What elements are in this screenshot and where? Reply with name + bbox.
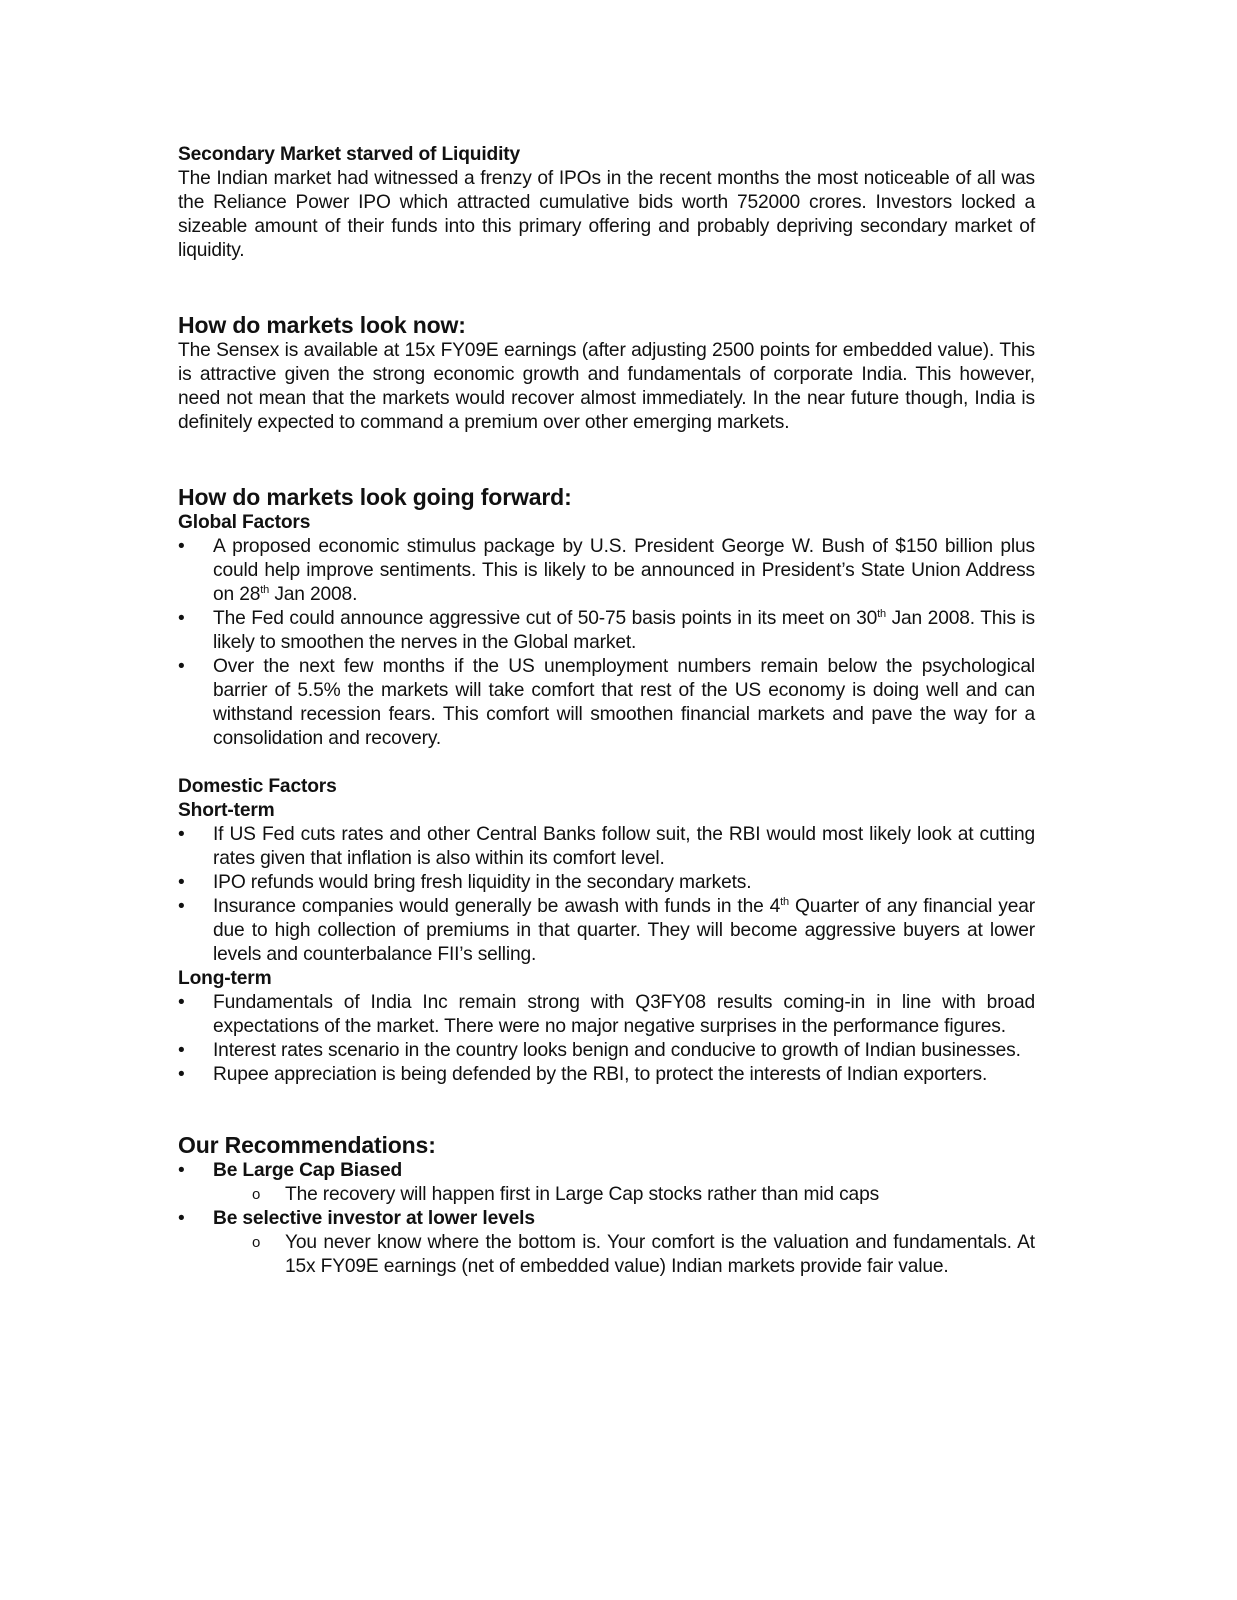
list-item: • Fundamentals of India Inc remain strong with Q3FY08 results coming-in in line with broad expectations of the market. There were no major negative surprises in the performance figures. xyxy=(178,991,1035,1039)
recommendations-list-2 xyxy=(178,1207,1035,1231)
recommendations-list xyxy=(178,1159,1035,1183)
long-term-list xyxy=(178,991,1035,1087)
recommendation-sub-list xyxy=(178,1183,1035,1207)
list-item: • Over the next few months if the US unemployment numbers remain below the psychological barrier of 5.5% the markets will take comfort that rest of the US economy is doing well and can withstand recession fears. This comfort will smoothen financial markets and pave the way for a consolidation and recovery. xyxy=(178,655,1035,751)
global-factors-heading: Global Factors xyxy=(178,512,311,533)
list-item: • Rupee appreciation is being defended by the RBI, to protect the interests of Indian exporters. xyxy=(178,1063,1035,1087)
recommendation-sub-list xyxy=(178,1231,1035,1279)
short-term-list xyxy=(178,823,1035,967)
list-item: • A proposed economic stimulus package by U.S. President George W. Bush of $150 billion plus could help improve sentiments. This is likely to be announced in President’s State Union Address on 28th Jan 2008. xyxy=(178,535,1035,607)
domestic-factors-heading: Domestic Factors xyxy=(178,776,337,797)
short-term-heading: Short-term xyxy=(178,800,275,821)
global-factors-list xyxy=(178,535,1035,751)
list-item: • Interest rates scenario in the country looks benign and conducive to growth of Indian businesses. xyxy=(178,1039,1035,1063)
list-item xyxy=(178,1207,1035,1231)
sub-list-item: o You never know where the bottom is. Your comfort is the valuation and fundamentals. At 15x FY09E earnings (net of embedded value) Indian markets provide fair value. xyxy=(178,1231,1035,1279)
sub-list-item: o The recovery will happen first in Large Cap stocks rather than mid caps xyxy=(178,1183,1035,1207)
liquidity-heading: Secondary Market starved of Liquidity xyxy=(178,144,521,165)
recommendation-title: Be Large Cap Biased xyxy=(213,1160,403,1181)
list-item: • If US Fed cuts rates and other Central Banks follow suit, the RBI would most likely look at cutting rates given that inflation is also within its comfort level. xyxy=(178,823,1035,871)
recommendations-heading: Our Recommendations: xyxy=(178,1132,436,1158)
markets-now-paragraph: The Sensex is available at 15x FY09E earnings (after adjusting 2500 points for embedded value). This is attractive given the strong economic growth and fundamentals of corporate India. This however, need not mean that the markets would recover almost immediately. In the near future though, India is definitely expected to command a premium over other emerging markets. xyxy=(178,340,1035,433)
list-item xyxy=(178,1159,1035,1183)
document-page xyxy=(178,143,1035,1279)
long-term-heading: Long-term xyxy=(178,968,272,989)
markets-forward-heading: How do markets look going forward: xyxy=(178,484,572,510)
list-item: • IPO refunds would bring fresh liquidity in the secondary markets. xyxy=(178,871,1035,895)
list-item: • The Fed could announce aggressive cut of 50-75 basis points in its meet on 30th Jan 2008. This is likely to smoothen the nerves in the Global market. xyxy=(178,607,1035,655)
liquidity-paragraph: The Indian market had witnessed a frenzy of IPOs in the recent months the most noticeable of all was the Reliance Power IPO which attracted cumulative bids worth 752000 crores. Investors locked a sizeable amount of their funds into this primary offering and probably depriving secondary market of liquidity. xyxy=(178,168,1035,261)
markets-now-heading: How do markets look now: xyxy=(178,312,466,338)
recommendation-title: Be selective investor at lower levels xyxy=(213,1208,535,1229)
list-item: • Insurance companies would generally be awash with funds in the 4th Quarter of any financial year due to high collection of premiums in that quarter. They will become aggressive buyers at lower levels and counterbalance FII’s selling. xyxy=(178,895,1035,967)
